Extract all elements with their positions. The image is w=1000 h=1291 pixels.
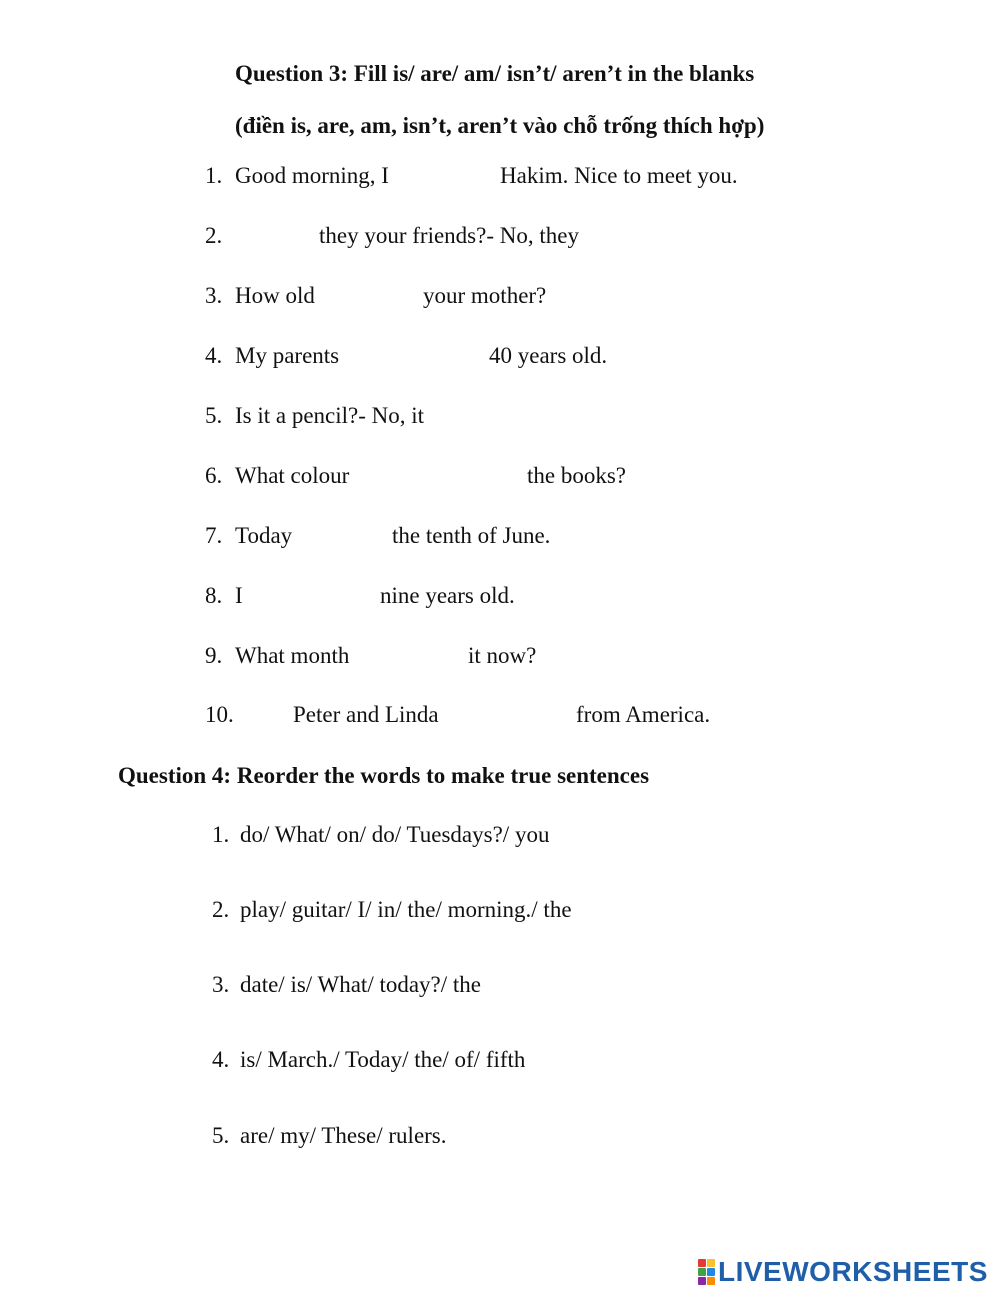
- q4-item-number: 5.: [212, 1123, 230, 1148]
- logo-blocks-icon: [698, 1259, 715, 1285]
- q3-item-text: 40 years old.: [489, 343, 608, 368]
- logo-block: [698, 1268, 706, 1276]
- logo-block: [707, 1268, 715, 1276]
- q3-item-text: My parents: [235, 343, 340, 368]
- q3-item-text: Is it a pencil?- No, it: [235, 403, 425, 428]
- q3-item-text: they your friends?- No, they: [319, 223, 579, 248]
- q3-item-text: it now?: [468, 643, 537, 668]
- logo-block: [707, 1259, 715, 1267]
- q3-item-2-blank-2[interactable]: [620, 222, 714, 250]
- q3-item-7-blank[interactable]: [306, 522, 390, 550]
- q3-item-number: 2.: [205, 223, 223, 248]
- q3-item-text: nine years old.: [380, 583, 515, 608]
- q3-item-text: the tenth of June.: [392, 523, 551, 548]
- q4-item-number: 2.: [212, 897, 230, 922]
- q3-item-number: 7.: [205, 523, 223, 548]
- q3-item-2-blank-1[interactable]: [235, 222, 317, 250]
- q3-item-text: the books?: [527, 463, 627, 488]
- q3-item-text: Today: [235, 523, 293, 548]
- q3-item-number: 4.: [205, 343, 223, 368]
- q4-item-number: 1.: [212, 822, 230, 847]
- q4-item-number: 3.: [212, 972, 230, 997]
- q3-item-8-blank[interactable]: [250, 582, 378, 610]
- q3-item-text: How old: [235, 283, 315, 308]
- q3-item-text: from America.: [576, 702, 711, 727]
- q3-item-text: Hakim. Nice to meet you.: [500, 163, 738, 188]
- q3-item-text: Peter and Linda: [293, 702, 439, 727]
- q3-item-4-blank[interactable]: [358, 342, 487, 370]
- q3-item-number: 3.: [205, 283, 223, 308]
- q4-item-text: are/ my/ These/ rulers.: [240, 1123, 447, 1148]
- q4-item-text: play/ guitar/ I/ in/ the/ morning./ the: [240, 897, 572, 922]
- q3-item-3-blank[interactable]: [330, 282, 422, 310]
- q3-item-6-blank[interactable]: [370, 462, 524, 490]
- q3-item-text: Good morning, I: [235, 163, 389, 188]
- q3-item-text: What colour: [235, 463, 350, 488]
- q3-item-text: I: [235, 583, 243, 608]
- q3-item-text: your mother?: [423, 283, 547, 308]
- logo-block: [698, 1259, 706, 1267]
- q3-item-number: 1.: [205, 163, 223, 188]
- logo-block: [707, 1277, 715, 1285]
- liveworksheets-logo: [698, 1254, 988, 1290]
- q3-item-text: What month: [235, 643, 350, 668]
- question-4-title: Question 4: Reorder the words to make true sentences: [118, 763, 650, 788]
- q3-item-10-blank-1[interactable]: [242, 701, 291, 729]
- q4-item-number: 4.: [212, 1047, 230, 1072]
- q3-item-number: 6.: [205, 463, 223, 488]
- q3-item-number: 5.: [205, 403, 223, 428]
- question-3-subtitle: (điền is, are, am, isn’t, aren’t vào chỗ trống thích hợp): [235, 113, 765, 138]
- q3-item-10-blank-2[interactable]: [465, 701, 574, 729]
- q3-item-1-blank[interactable]: [414, 162, 498, 190]
- q4-item-text: date/ is/ What/ today?/ the: [240, 972, 482, 997]
- logo-block: [698, 1277, 706, 1285]
- q3-item-9-blank[interactable]: [370, 642, 466, 670]
- q3-item-number: 8.: [205, 583, 223, 608]
- question-3-title: Question 3: Fill is/ are/ am/ isn’t/ aren’t in the blanks: [235, 61, 755, 86]
- logo-text: LIVEWORKSHEETS: [718, 1256, 988, 1287]
- q3-item-5-blank[interactable]: [456, 402, 560, 430]
- q3-item-number: 9.: [205, 643, 223, 668]
- q4-item-text: is/ March./ Today/ the/ of/ fifth: [240, 1047, 526, 1072]
- q3-item-number: 10.: [205, 702, 234, 727]
- q4-item-text: do/ What/ on/ do/ Tuesdays?/ you: [240, 822, 550, 847]
